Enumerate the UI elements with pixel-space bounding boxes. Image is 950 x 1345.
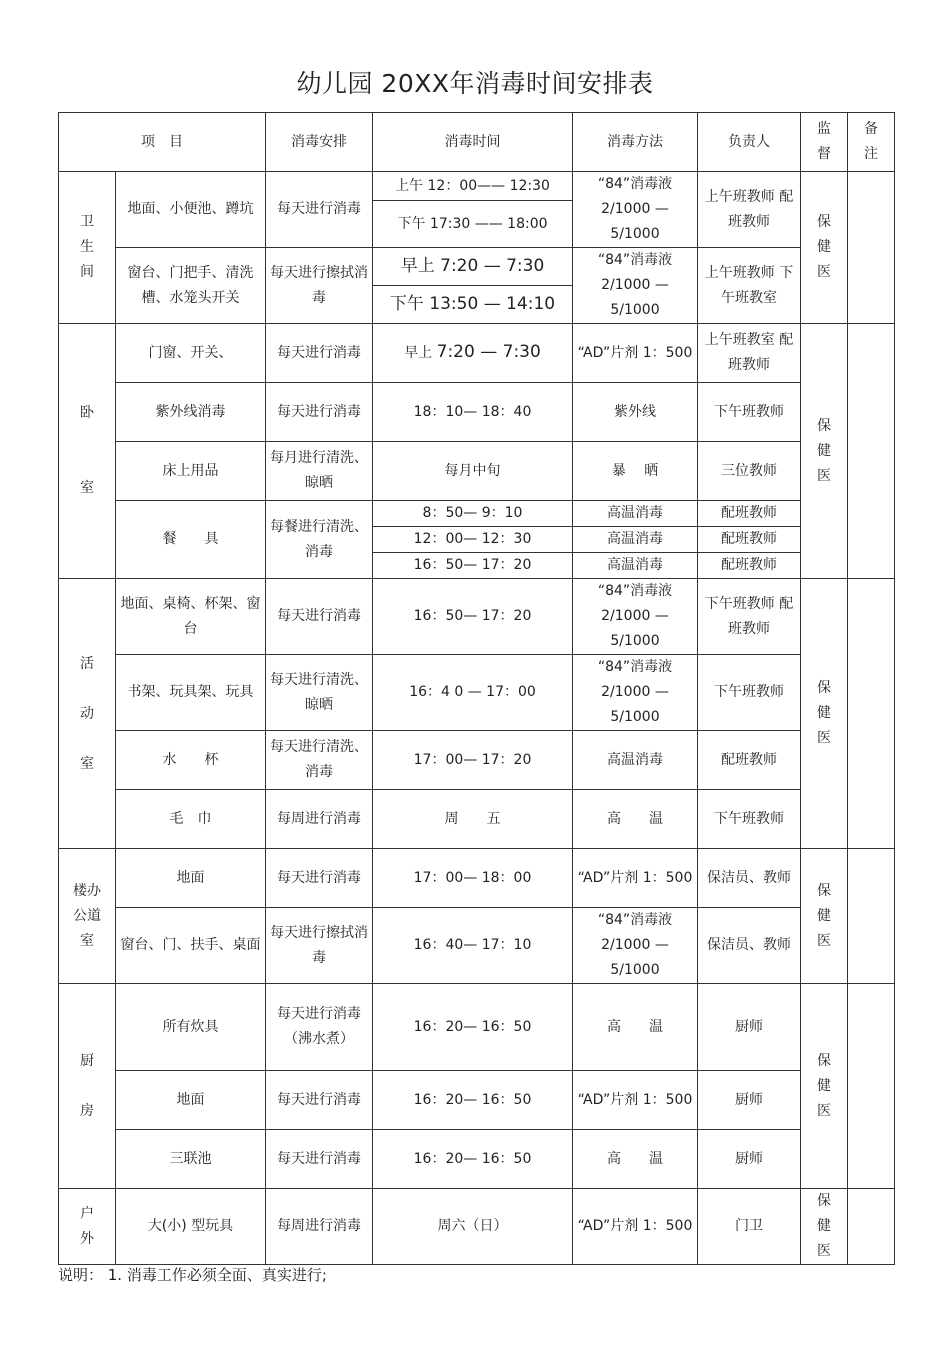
time-cell — [373, 324, 573, 383]
person-cell: 下午班教师 配班教师 — [698, 579, 801, 655]
supervisor-cell — [801, 1189, 848, 1265]
area-office — [59, 849, 116, 984]
method-cell: 高温消毒 — [573, 527, 698, 553]
item-cell: 水 杯 — [116, 731, 266, 790]
time-cell: 16：4 0 — 17：00 — [373, 655, 573, 731]
supervisor-text: 保健医 — [816, 1052, 831, 1119]
header-remark-text: 备注 — [863, 121, 878, 162]
table-row — [59, 908, 895, 984]
method-cell: “84”消毒液 2/1000 — 5/1000 — [573, 579, 698, 655]
time-cell: 16：20— 16：50 — [373, 984, 573, 1071]
table-row — [59, 790, 895, 849]
person-cell: 配班教师 — [698, 527, 801, 553]
time-cell: 16：20— 16：50 — [373, 1071, 573, 1130]
arrangement-cell: 每餐进行清洗、消毒 — [266, 501, 373, 579]
method-cell: 高温消毒 — [573, 731, 698, 790]
table-row — [59, 1189, 895, 1265]
method-cell: “AD”片剂 1：500 — [573, 1071, 698, 1130]
header-arrangement: 消毒安排 — [266, 113, 373, 172]
item-cell: 所有炊具 — [116, 984, 266, 1071]
arrangement-cell: 每天进行消毒 — [266, 1071, 373, 1130]
supervisor-cell — [801, 849, 848, 984]
header-row — [59, 113, 895, 172]
method-cell: “AD”片剂 1：500 — [573, 1189, 698, 1265]
time-cell: 周 五 — [373, 790, 573, 849]
person-cell: 下午班教师 — [698, 790, 801, 849]
area-activity — [59, 579, 116, 849]
item-cell: 餐 具 — [116, 501, 266, 579]
area-name: 卧室 — [79, 405, 94, 496]
header-item: 项 目 — [59, 113, 266, 172]
table-row — [59, 731, 895, 790]
page-title: 幼儿园 20XX年消毒时间安排表 — [296, 69, 654, 98]
arrangement-cell: 每月进行清洗、晾晒 — [266, 442, 373, 501]
table-row — [59, 172, 895, 201]
item-cell: 窗台、门把手、清洗槽、水笼头开关 — [116, 248, 266, 324]
arrangement-cell: 每天进行擦拭消毒 — [266, 908, 373, 984]
arrangement-cell: 每天进行擦拭消毒 — [266, 248, 373, 324]
time-cell: 早上 7:20 — 7:30 — [373, 248, 573, 286]
person-cell: 厨师 — [698, 984, 801, 1071]
time-cell: 16：40— 17：10 — [373, 908, 573, 984]
footnote: 说明： 1. 消毒工作必须全面、真实进行; — [58, 1266, 327, 1284]
time-cell: 下午 17:30 —— 18:00 — [373, 201, 573, 248]
table-row — [59, 655, 895, 731]
supervisor-text: 保健医 — [816, 1193, 831, 1259]
time-cell: 每月中旬 — [373, 442, 573, 501]
table-row — [59, 1130, 895, 1189]
method-cell: 紫外线 — [573, 383, 698, 442]
arrangement-cell: 每天进行清洗、消毒 — [266, 731, 373, 790]
area-name: 卫生间 — [79, 214, 94, 280]
arrangement-cell: 每天进行消毒 — [266, 849, 373, 908]
header-remark — [848, 113, 895, 172]
time-value: 7:20 — 7:30 — [436, 342, 541, 362]
method-cell: 高温消毒 — [573, 553, 698, 579]
time-cell: 17：00— 18：00 — [373, 849, 573, 908]
time-cell: 12：00— 12：30 — [373, 527, 573, 553]
person-cell: 厨师 — [698, 1071, 801, 1130]
table-row — [59, 984, 895, 1071]
person-cell: 配班教师 — [698, 501, 801, 527]
time-cell: 16：50— 17：20 — [373, 579, 573, 655]
remark-cell — [848, 579, 895, 849]
table-row — [59, 248, 895, 286]
supervisor-text: 保健医 — [816, 680, 831, 746]
time-prefix: 早上 — [404, 345, 433, 361]
time-cell: 16：50— 17：20 — [373, 553, 573, 579]
time-cell: 16：20— 16：50 — [373, 1130, 573, 1189]
item-cell: 床上用品 — [116, 442, 266, 501]
method-cell: 高 温 — [573, 1130, 698, 1189]
area-name: 楼办公道室 — [72, 882, 101, 949]
item-cell: 地面、桌椅、杯架、窗台 — [116, 579, 266, 655]
method-cell: 高 温 — [573, 790, 698, 849]
area-kitchen — [59, 984, 116, 1189]
method-cell: “84”消毒液 2/1000 — 5/1000 — [573, 248, 698, 324]
arrangement-cell: 每天进行消毒 — [266, 172, 373, 248]
area-name: 厨房 — [79, 1053, 94, 1119]
person-cell: 厨师 — [698, 1130, 801, 1189]
item-cell: 紫外线消毒 — [116, 383, 266, 442]
arrangement-cell: 每天进行消毒 — [266, 579, 373, 655]
table-row — [59, 501, 895, 527]
item-cell: 毛 巾 — [116, 790, 266, 849]
person-cell: 下午班教师 — [698, 383, 801, 442]
header-supervise-text: 监督 — [816, 121, 831, 162]
remark-cell — [848, 324, 895, 579]
item-cell: 窗台、门、扶手、桌面 — [116, 908, 266, 984]
arrangement-cell: 每天进行清洗、晾晒 — [266, 655, 373, 731]
header-supervise — [801, 113, 848, 172]
item-cell: 书架、玩具架、玩具 — [116, 655, 266, 731]
arrangement-cell: 每天进行消毒 — [266, 324, 373, 383]
time-cell: 下午 13:50 — 14:10 — [373, 286, 573, 324]
area-bedroom — [59, 324, 116, 579]
area-name: 活动室 — [79, 655, 94, 772]
time-cell: 17：00— 17：20 — [373, 731, 573, 790]
table-row — [59, 849, 895, 908]
method-cell: “84”消毒液 2/1000 — 5/1000 — [573, 908, 698, 984]
person-cell: 上午班教师 配班教师 — [698, 172, 801, 248]
item-cell: 地面 — [116, 1071, 266, 1130]
remark-cell — [848, 172, 895, 324]
arrangement-cell: 每周进行消毒 — [266, 790, 373, 849]
arrangement-cell: 每天进行消毒 — [266, 383, 373, 442]
person-cell: 下午班教师 — [698, 655, 801, 731]
area-outdoor — [59, 1189, 116, 1265]
method-cell: “AD”片剂 1：500 — [573, 849, 698, 908]
arrangement-cell: 每周进行消毒 — [266, 1189, 373, 1265]
time-cell: 18：10— 18：40 — [373, 383, 573, 442]
table-row — [59, 442, 895, 501]
item-cell: 地面、小便池、蹲坑 — [116, 172, 266, 248]
arrangement-cell: 每天进行消毒（沸水煮） — [266, 984, 373, 1071]
table-row — [59, 1071, 895, 1130]
method-cell: “84”消毒液 2/1000 — 5/1000 — [573, 655, 698, 731]
method-cell: 暴 晒 — [573, 442, 698, 501]
item-cell: 大(小) 型玩具 — [116, 1189, 266, 1265]
person-cell: 保洁员、教师 — [698, 849, 801, 908]
person-cell: 三位教师 — [698, 442, 801, 501]
remark-cell — [848, 849, 895, 984]
supervisor-cell — [801, 579, 848, 849]
person-cell: 配班教师 — [698, 553, 801, 579]
method-cell: “AD”片剂 1：500 — [573, 324, 698, 383]
time-cell: 周六（日） — [373, 1189, 573, 1265]
method-cell: 高 温 — [573, 984, 698, 1071]
person-cell: 门卫 — [698, 1189, 801, 1265]
supervisor-text: 保健医 — [816, 417, 831, 484]
item-cell: 门窗、开关、 — [116, 324, 266, 383]
item-cell: 地面 — [116, 849, 266, 908]
remark-cell — [848, 984, 895, 1189]
area-bathroom — [59, 172, 116, 324]
person-cell: 配班教师 — [698, 731, 801, 790]
method-cell: “84”消毒液 2/1000 — 5/1000 — [573, 172, 698, 248]
header-person: 负责人 — [698, 113, 801, 172]
header-method: 消毒方法 — [573, 113, 698, 172]
supervisor-text: 保健医 — [816, 882, 831, 949]
person-cell: 上午班教室 配班教师 — [698, 324, 801, 383]
disinfection-schedule-table — [58, 112, 895, 1265]
time-cell: 8：50— 9：10 — [373, 501, 573, 527]
method-cell: 高温消毒 — [573, 501, 698, 527]
table-row — [59, 383, 895, 442]
area-name: 户外 — [79, 1205, 94, 1247]
supervisor-cell — [801, 172, 848, 324]
supervisor-cell — [801, 324, 848, 579]
time-cell: 上午 12：00—— 12:30 — [373, 172, 573, 201]
table-row — [59, 579, 895, 655]
arrangement-cell: 每天进行消毒 — [266, 1130, 373, 1189]
table-row — [59, 324, 895, 383]
header-time: 消毒时间 — [373, 113, 573, 172]
person-cell: 保洁员、教师 — [698, 908, 801, 984]
remark-cell — [848, 1189, 895, 1265]
person-cell: 上午班教师 下午班教室 — [698, 248, 801, 324]
item-cell: 三联池 — [116, 1130, 266, 1189]
supervisor-cell — [801, 984, 848, 1189]
supervisor-text: 保健医 — [816, 214, 831, 280]
